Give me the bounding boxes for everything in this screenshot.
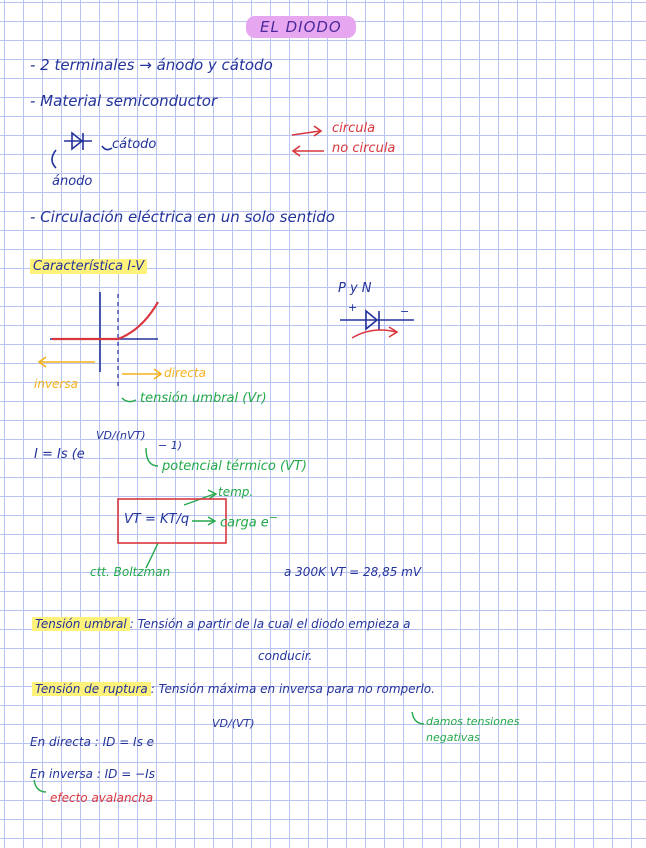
- avalancha-note: efecto avalancha: [50, 791, 154, 805]
- ruptura-term: Tensión de ruptura: [32, 682, 151, 696]
- catodo-label: cátodo: [112, 137, 157, 152]
- vt-formula: VT = KT/q: [124, 512, 190, 527]
- inversa-label: inversa: [34, 377, 78, 391]
- title-text: EL DIODO: [246, 16, 356, 38]
- pn-minus: −: [400, 305, 410, 318]
- umbral-def-continuation: conducir.: [258, 649, 313, 663]
- no-circula-label: no circula: [332, 141, 396, 156]
- umbral-definition: [32, 618, 410, 630]
- diode-symbol-icon: [52, 133, 112, 168]
- carga-note: [220, 513, 278, 529]
- temp-note: temp.: [218, 485, 254, 499]
- potencial-note: potencial térmico (VT): [162, 459, 307, 474]
- anodo-label: ánodo: [52, 174, 93, 189]
- ruptura-definition: [32, 683, 435, 695]
- ruptura-def-text: : Tensión máxima en inversa para no romperlo.: [150, 682, 435, 696]
- iv-heading: [30, 260, 147, 273]
- iv-heading-text: Característica I-V: [30, 259, 147, 274]
- directa-exponent: VD/(VT): [212, 717, 255, 730]
- directa-equation: En directa : ID = Is e: [30, 735, 155, 749]
- formula-main: I = Is (e: [34, 447, 85, 462]
- directa-label: directa: [164, 366, 206, 380]
- vt-at-300k: a 300K VT = 28,85 mV: [284, 565, 422, 579]
- carga-sup: −: [268, 511, 278, 524]
- circula-label: circula: [332, 121, 376, 136]
- pn-plus: +: [348, 301, 358, 314]
- material-line: - Material semiconductor: [30, 92, 218, 110]
- inversa-equation: En inversa : ID = −Is: [30, 767, 155, 781]
- pn-label: P y N: [338, 281, 372, 296]
- umbral-def-text: : Tensión a partir de la cual el diodo empieza a: [129, 617, 411, 631]
- negativas-note: negativas: [426, 731, 480, 744]
- tension-umbral-note: tensión umbral (Vr): [140, 391, 267, 406]
- formula-exponent: VD/(nVT): [96, 429, 146, 442]
- flow-arrows-icon: [292, 126, 324, 156]
- iv-curve: [52, 302, 158, 339]
- umbral-term: Tensión umbral: [32, 617, 130, 631]
- damos-note: damos tensiones: [426, 715, 520, 728]
- terminals-line: - 2 terminales → ánodo y cátodo: [30, 56, 273, 74]
- boltzmann-note: ctt. Boltzman: [90, 565, 171, 579]
- carga-text: carga e: [220, 515, 269, 531]
- formula-minus-one: − 1): [158, 439, 183, 452]
- circulacion-line: - Circulación eléctrica en un solo sentido: [30, 208, 335, 226]
